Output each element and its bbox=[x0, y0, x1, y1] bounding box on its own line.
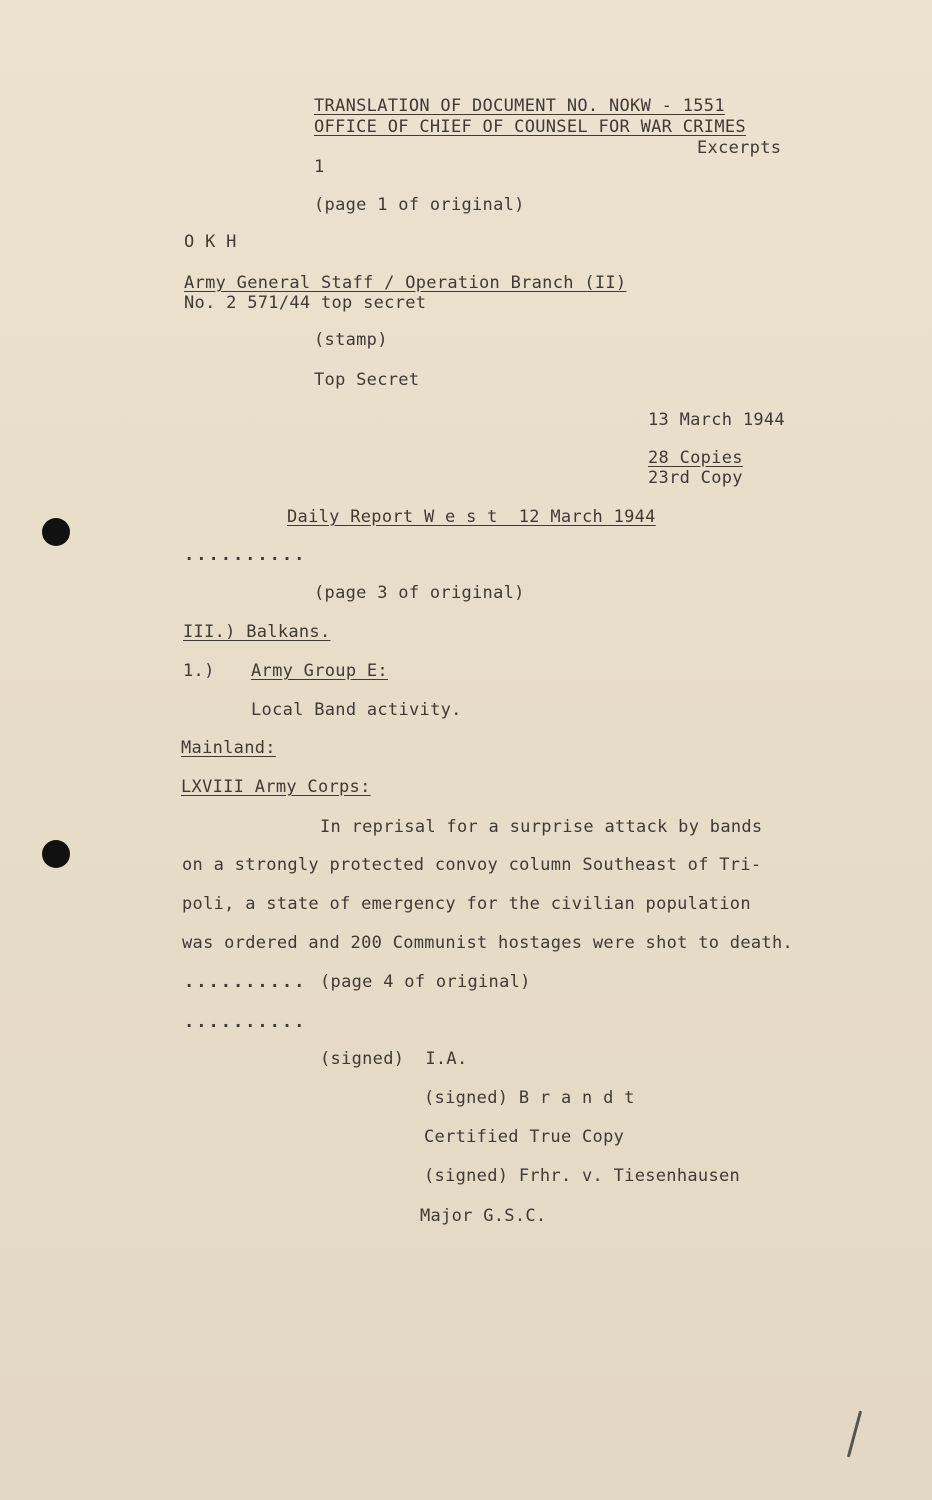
ellipsis-2: .......... bbox=[184, 972, 307, 992]
excerpts-label: Excerpts bbox=[697, 138, 782, 158]
header-office-line: OFFICE OF CHIEF OF COUNSEL FOR WAR CRIMES bbox=[314, 117, 746, 137]
ellipsis-3: .......... bbox=[184, 1012, 307, 1032]
pencil-mark bbox=[847, 1410, 862, 1457]
original-page-1-note: (page 1 of original) bbox=[314, 195, 525, 215]
paragraph-line-4: was ordered and 200 Communist hostages were shot to death. bbox=[182, 933, 794, 953]
copies-count: 28 Copies bbox=[648, 448, 743, 468]
original-page-4-note: (page 4 of original) bbox=[320, 972, 531, 992]
stamp-label: (stamp) bbox=[314, 330, 388, 350]
paragraph-line-1: In reprisal for a surprise attack by bands bbox=[320, 817, 763, 837]
copy-number: 23rd Copy bbox=[648, 468, 743, 488]
signature-brandt: (signed) B r a n d t bbox=[424, 1088, 635, 1108]
page-number: 1 bbox=[314, 157, 325, 177]
original-page-3-note: (page 3 of original) bbox=[314, 583, 525, 603]
section-heading: III.) Balkans. bbox=[183, 622, 331, 642]
certified-true-copy: Certified True Copy bbox=[424, 1127, 625, 1147]
item-number: 1.) bbox=[183, 661, 215, 681]
mainland-label: Mainland: bbox=[181, 738, 276, 758]
stamp-text: Top Secret bbox=[314, 370, 420, 390]
signature-tiesenhausen: (signed) Frhr. v. Tiesenhausen bbox=[424, 1166, 741, 1186]
paragraph-line-3: poli, a state of emergency for the civilian population bbox=[182, 894, 751, 914]
band-activity-line: Local Band activity. bbox=[251, 700, 462, 720]
punch-hole-bottom bbox=[42, 840, 70, 868]
report-date: 13 March 1944 bbox=[648, 410, 785, 430]
paragraph-line-2: on a strongly protected convoy column Southeast of Tri- bbox=[182, 855, 762, 875]
ellipsis-1: .......... bbox=[184, 545, 307, 565]
report-title: Daily Report W e s t 12 March 1944 bbox=[287, 507, 656, 527]
document-number-line: No. 2 571/44 top secret bbox=[184, 293, 427, 313]
okh-label: O K H bbox=[184, 232, 237, 252]
staff-branch-line: Army General Staff / Operation Branch (II) bbox=[184, 273, 627, 293]
signature-ia: (signed) I.A. bbox=[320, 1049, 468, 1069]
corps-label: LXVIII Army Corps: bbox=[181, 777, 371, 797]
punch-hole-top bbox=[42, 518, 70, 546]
item-label: Army Group E: bbox=[251, 661, 388, 681]
signer-rank: Major G.S.C. bbox=[420, 1206, 547, 1226]
header-translation-line: TRANSLATION OF DOCUMENT NO. NOKW - 1551 bbox=[314, 96, 725, 116]
